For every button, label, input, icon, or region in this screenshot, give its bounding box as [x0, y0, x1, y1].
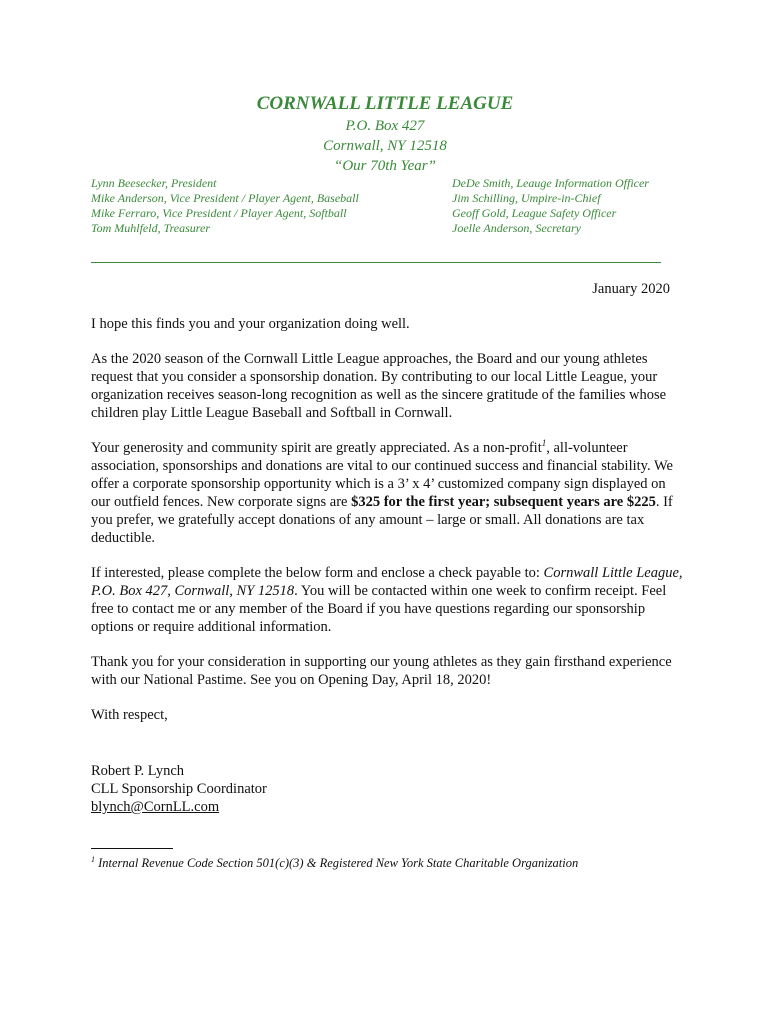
officer-entry: Mike Ferraro, Vice President / Player Agent, Softball	[91, 206, 347, 220]
motto: “Our 70th Year”	[334, 158, 436, 174]
paragraph-sponsorship	[91, 439, 683, 547]
paragraph-greeting: I hope this finds you and your organization doing well.	[91, 316, 410, 332]
closing: With respect,	[91, 707, 168, 723]
paragraph-text: . You will be contacted within one week to confirm receipt. Feel free to contact me or any member of the Board if you have questions regarding our sponsorship options or require additional information.	[91, 583, 667, 635]
letter-date: January 2020	[592, 281, 670, 297]
paragraph-text: , all-volunteer association, sponsorships and donations are vital to our continued success and financial stability. We offer a corporate sponsorship opportunity which is a 3’ x 4’ customized company sign displayed on our outfield fences. New corporate signs are	[91, 440, 673, 510]
paragraph-request: As the 2020 season of the Cornwall Little League approaches, the Board and our young athletes request that you consider a sponsorship donation. By contributing to our local Little League, your organization receives season-long recognition as well as the sincere gratitude of the families whose children play Little League Baseball and Softball in Cornwall.	[91, 351, 667, 421]
pricing-text: $325 for the first year; subsequent years are $225	[351, 494, 656, 510]
signature-block	[91, 762, 683, 816]
letterhead-divider	[91, 262, 661, 263]
letterhead	[0, 92, 770, 176]
officer-entry: Mike Anderson, Vice President / Player Agent, Baseball	[91, 191, 359, 205]
officers-list-left	[91, 176, 359, 236]
footnote-text: Internal Revenue Code Section 501(c)(3) & Registered New York State Charitable Organization	[95, 856, 579, 871]
officer-entry: Lynn Beesecker, President	[91, 176, 217, 190]
signer-name: Robert P. Lynch	[91, 763, 185, 779]
officers-list-right	[452, 176, 649, 236]
paragraph-text: If interested, please complete the below form and enclose a check payable to:	[91, 565, 544, 581]
officer-entry: Joelle Anderson, Secretary	[452, 221, 581, 235]
organization-name: CORNWALL LITTLE LEAGUE	[256, 93, 514, 114]
po-box: P.O. Box 427	[345, 118, 425, 134]
paragraph-text: . If you prefer, we gratefully accept donations of any amount – large or small. All donations are tax deductible.	[91, 494, 673, 546]
officer-entry: DeDe Smith, Leauge Information Officer	[452, 176, 649, 190]
officer-entry: Geoff Gold, League Safety Officer	[452, 206, 617, 220]
signer-title: CLL Sponsorship Coordinator	[91, 781, 267, 797]
paragraph-thanks: Thank you for your consideration in supporting our young athletes as they gain firsthand experience with our National Pastime. See you on Opening Day, April 18, 2020!	[91, 654, 672, 688]
officer-entry: Tom Muhlfeld, Treasurer	[91, 221, 211, 235]
city-line: Cornwall, NY 12518	[323, 138, 447, 154]
footnote-marker: 1	[91, 855, 95, 864]
letter-body	[91, 315, 683, 816]
paragraph-text: Your generosity and community spirit are greatly appreciated. As a non-profit	[91, 440, 542, 456]
footnote-divider	[91, 848, 173, 849]
footnote-reference: 1	[541, 438, 547, 449]
footnote	[91, 852, 578, 871]
paragraph-instructions	[91, 564, 683, 636]
signer-email-link[interactable]: blynch@CornLL.com	[91, 799, 220, 815]
officer-entry: Jim Schilling, Umpire-in-Chief	[452, 191, 601, 205]
payee-address: Cornwall Little League, P.O. Box 427, Cornwall, NY 12518	[91, 565, 683, 599]
